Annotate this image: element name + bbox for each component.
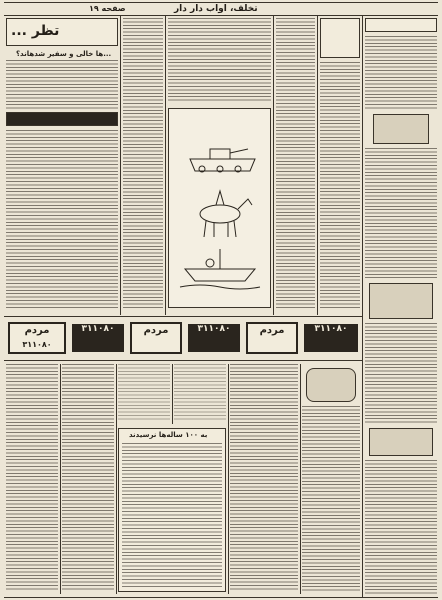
page-label: صفحه ۱۹ <box>89 4 126 13</box>
headline: ...ها خالی و سفیر شدهاند؟ <box>16 50 112 58</box>
center-box-body <box>122 443 222 589</box>
ad-strip-rule <box>4 360 362 361</box>
ad-brand-box <box>130 322 182 354</box>
column-divider <box>172 364 173 424</box>
col-2-body <box>123 18 163 310</box>
bottom-col-body <box>174 364 226 422</box>
cartoon-panel <box>168 108 271 308</box>
left-second-headline-box <box>6 112 118 126</box>
col-4-body <box>276 18 315 310</box>
section-title: تخلف، اواب دار دار <box>174 4 258 14</box>
bottom-col-body <box>302 406 360 592</box>
ad-brand-box <box>246 322 298 354</box>
left-top-article <box>6 50 118 110</box>
listings-body <box>365 323 437 423</box>
top-border <box>4 2 438 3</box>
right-listings-column <box>365 18 437 594</box>
ad-phone-badge <box>188 324 240 352</box>
column-divider <box>116 364 117 594</box>
donkey-drawing <box>200 191 252 237</box>
ad-brand: مردم <box>143 325 169 336</box>
center-box-headline: به ۱۰۰ ساله‌ها نرسیدند <box>129 431 208 439</box>
column-divider <box>165 15 166 315</box>
ad-phone: ۳۱۱۰۸۰ <box>197 324 231 334</box>
listing-ad <box>369 283 433 319</box>
col-5-body <box>320 62 360 310</box>
column-divider <box>273 15 274 315</box>
body-text <box>6 60 118 110</box>
column-divider <box>300 364 301 594</box>
bottom-col-body <box>118 364 170 422</box>
masthead-title: تظر ... <box>11 23 60 39</box>
ad-phone-badge <box>72 324 124 352</box>
listings-header <box>365 18 437 32</box>
column-divider <box>317 15 318 315</box>
tank-drawing <box>190 149 255 172</box>
listing-ad <box>369 428 433 456</box>
left-second-body <box>6 130 118 310</box>
ad-phone-badge <box>304 324 358 352</box>
listings-body <box>365 460 437 594</box>
bottom-section <box>4 364 362 594</box>
header-rule <box>4 15 438 16</box>
listings-body <box>365 36 437 111</box>
masthead-box <box>6 18 118 46</box>
ad-phone: ۳۱۱۰۸۰ <box>314 324 348 334</box>
cartoon-drawing <box>170 119 271 299</box>
col-3-top-body <box>168 18 271 103</box>
ad-brand-box <box>8 322 66 354</box>
bottom-col-body <box>6 364 58 592</box>
listing-ad <box>373 114 429 144</box>
ad-brand: مردم <box>24 325 50 336</box>
ad-phone: ۳۱۱۰۸۰ <box>81 324 115 334</box>
column-divider <box>228 364 229 594</box>
boat-drawing <box>180 249 260 289</box>
bottom-col-body <box>230 364 298 592</box>
page-header <box>4 4 438 15</box>
ad-brand: مردم <box>259 325 285 336</box>
listings-body <box>365 148 437 278</box>
footer <box>4 590 438 598</box>
center-boxed-article <box>118 428 226 592</box>
column-divider <box>120 15 121 315</box>
ad-strip-rule <box>4 316 362 317</box>
right-column-title <box>320 18 360 58</box>
phone-graphic <box>306 368 356 402</box>
column-divider <box>60 364 61 594</box>
column-divider <box>362 15 363 597</box>
bottom-col-body <box>62 364 114 592</box>
ad-phone: ۳۱۱۰۸۰ <box>22 340 52 349</box>
ad-strip <box>4 318 362 358</box>
